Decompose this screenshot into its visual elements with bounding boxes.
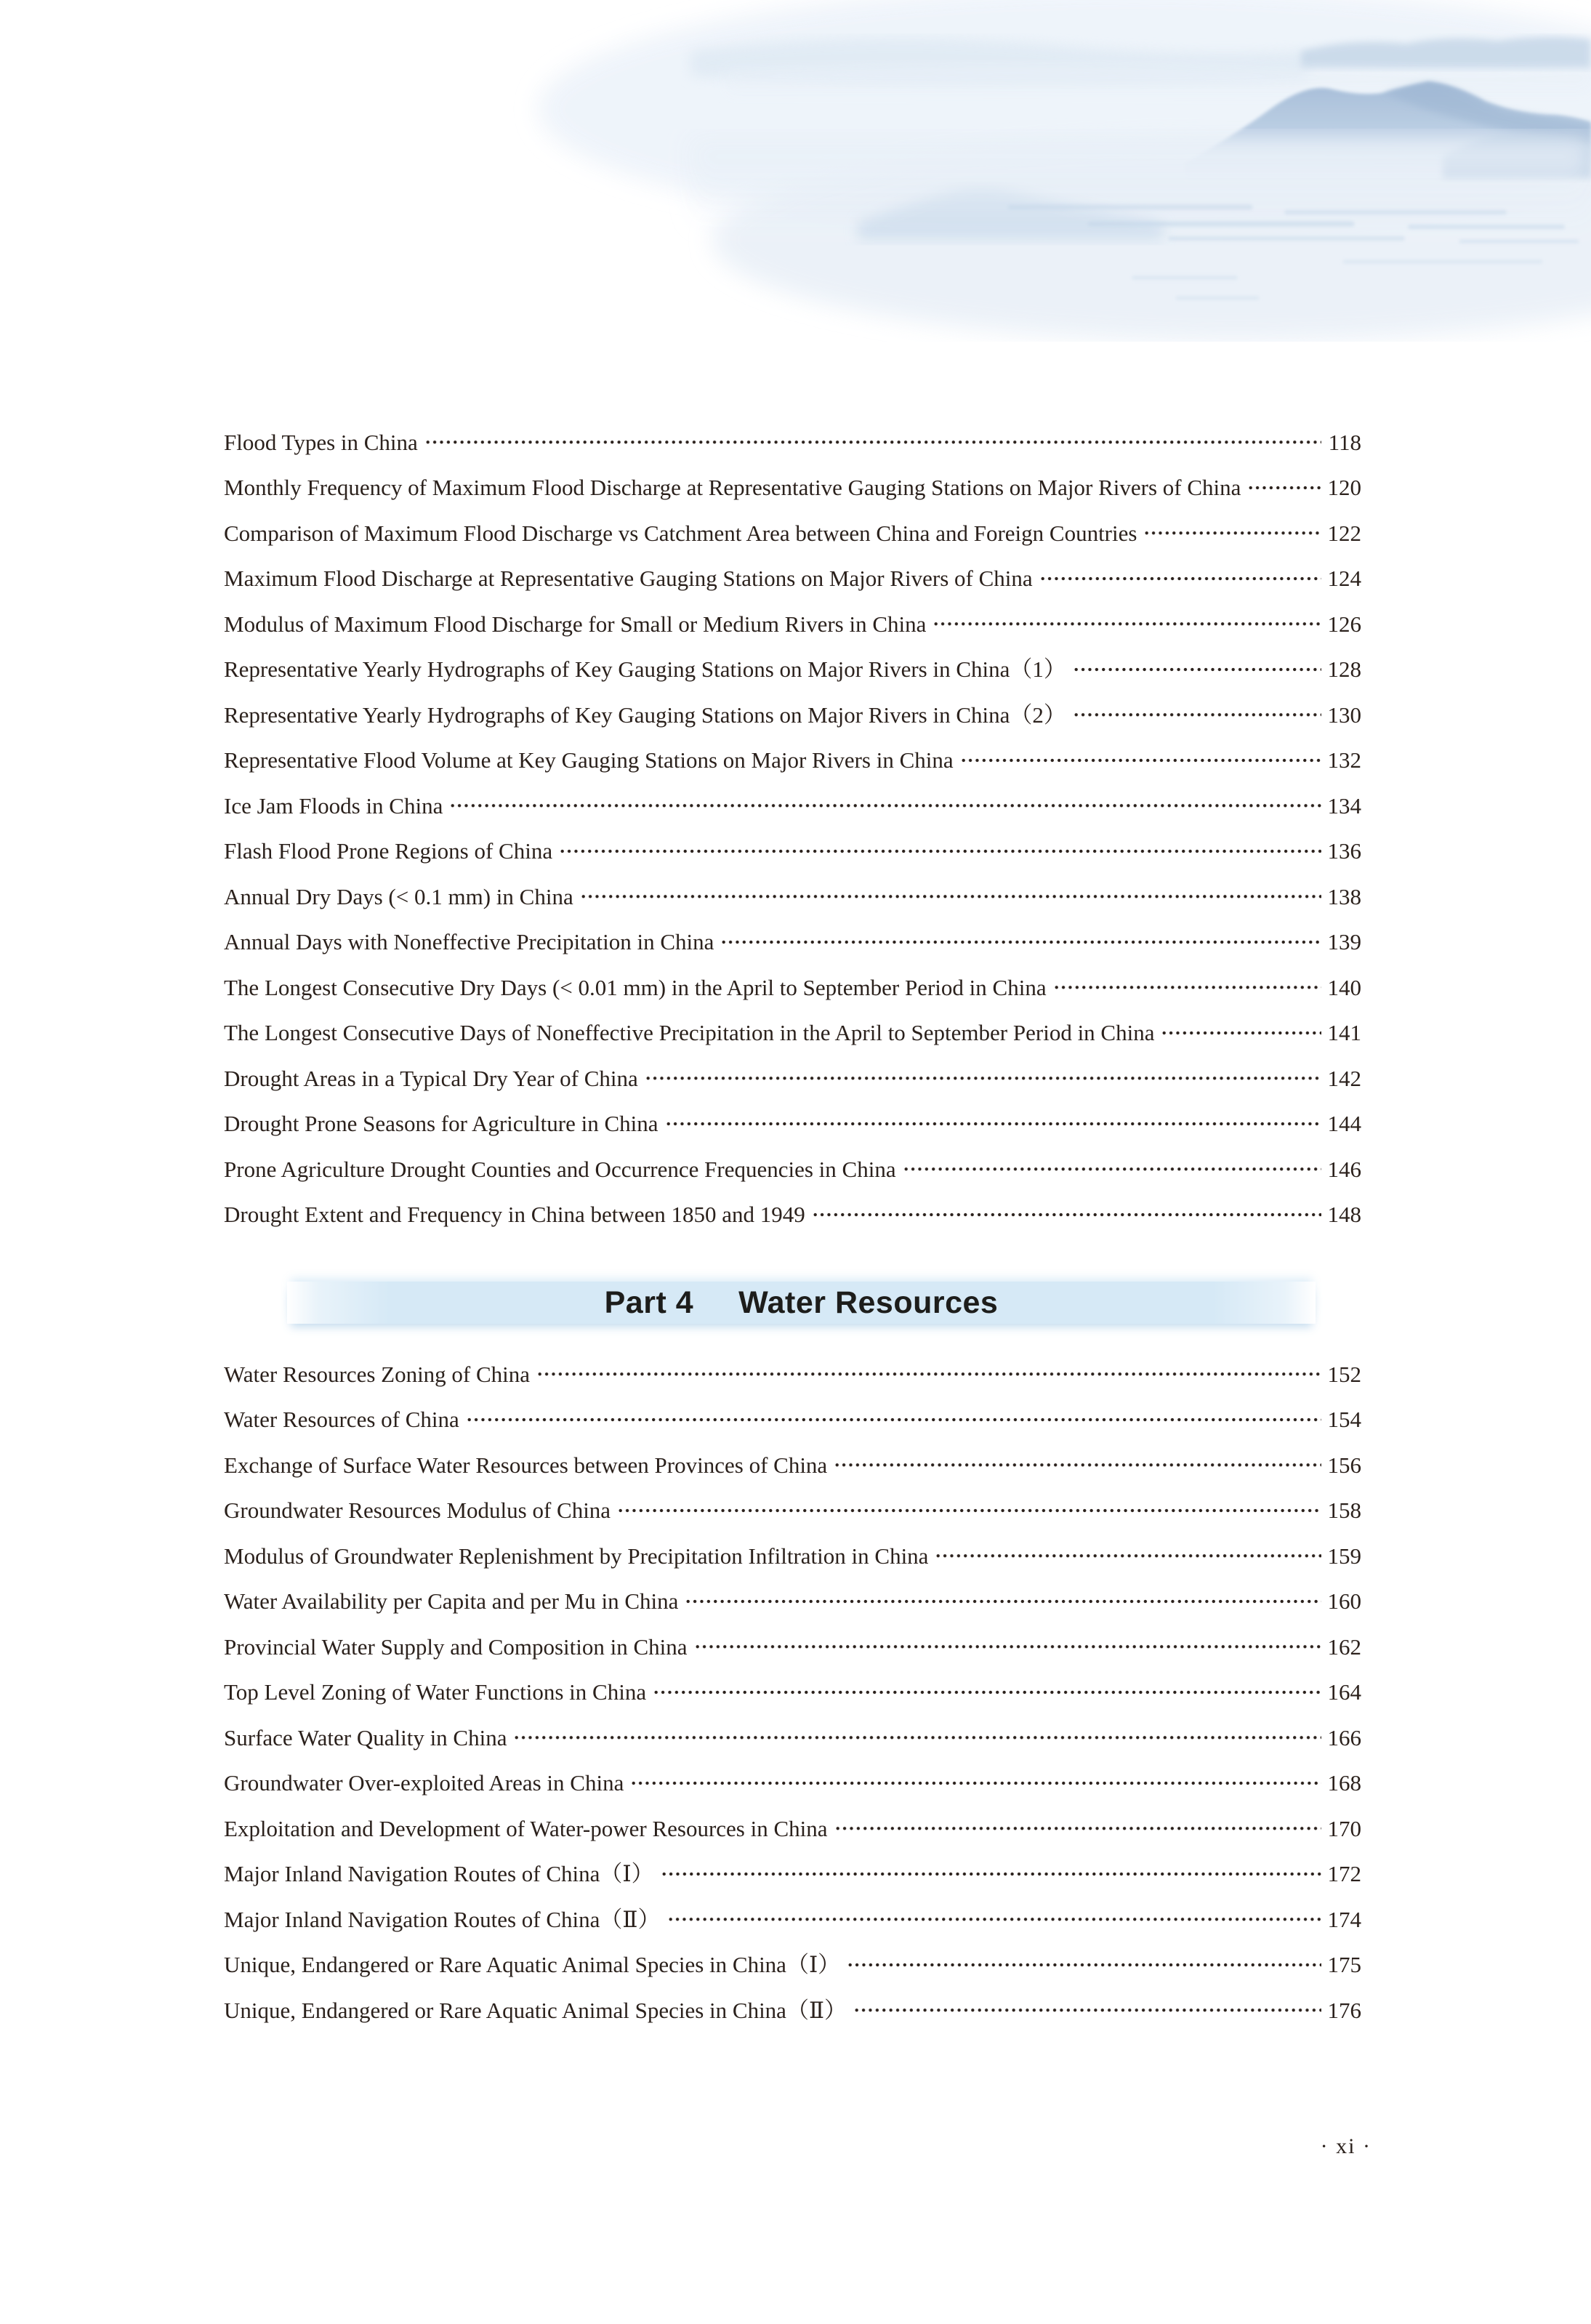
toc-entry — [224, 874, 1361, 920]
toc-entry — [224, 1715, 1361, 1761]
toc-entry-title: The Longest Consecutive Dry Days (< 0.01 mm) in the April to September Period in China — [224, 974, 1047, 1000]
toc-leader-dots — [536, 1351, 1321, 1397]
toc-entry-title: The Longest Consecutive Days of Noneffective Precipitation in the April to September Period in China — [224, 1020, 1155, 1046]
toc-entry-title: Unique, Endangered or Rare Aquatic Animal Species in China（Ⅱ） — [224, 1997, 847, 2023]
toc-entry-title: Flood Types in China — [224, 429, 418, 455]
toc-entry-title: Top Level Zoning of Water Functions in China — [224, 1679, 647, 1705]
watercolor-mountains-art — [0, 0, 1591, 342]
toc-leader-dots — [834, 1806, 1321, 1851]
toc-entry — [224, 1987, 1361, 2033]
toc-entry — [224, 1192, 1361, 1238]
toc-entry-page: 144 — [1327, 1111, 1361, 1137]
toc-content — [224, 419, 1361, 2033]
toc-leader-dots — [1053, 965, 1321, 1010]
toc-entry — [224, 647, 1361, 693]
part-label: Part 4 — [604, 1284, 694, 1320]
toc-section-flood-drought — [224, 419, 1361, 1237]
toc-entry — [224, 783, 1361, 829]
toc-entry-page: 159 — [1327, 1543, 1361, 1569]
toc-entry — [224, 1351, 1361, 1397]
toc-entry-page: 142 — [1327, 1065, 1361, 1091]
toc-leader-dots — [1161, 1010, 1321, 1056]
toc-entry-title: Flash Flood Prone Regions of China — [224, 838, 553, 864]
toc-entry-page: 158 — [1327, 1497, 1361, 1524]
toc-entry-title: Annual Dry Days (< 0.1 mm) in China — [224, 883, 573, 909]
toc-entry-page: 138 — [1327, 883, 1361, 909]
toc-entry — [224, 738, 1361, 784]
toc-leader-dots — [466, 1397, 1321, 1443]
toc-entry-page: 156 — [1327, 1452, 1361, 1478]
toc-leader-dots — [661, 1851, 1321, 1897]
toc-entry — [224, 1397, 1361, 1443]
water-ripples — [1010, 207, 1577, 298]
toc-entry — [224, 692, 1361, 738]
toc-entry — [224, 556, 1361, 602]
toc-entry — [224, 1806, 1361, 1851]
toc-leader-dots — [645, 1056, 1321, 1101]
toc-entry-page: 139 — [1327, 929, 1361, 955]
toc-entry-title: Exchange of Surface Water Resources between Provinces of China — [224, 1452, 828, 1478]
toc-entry-page: 168 — [1327, 1770, 1361, 1796]
toc-entry-page: 172 — [1327, 1861, 1361, 1887]
toc-entry — [224, 419, 1361, 465]
toc-entry-page: 146 — [1327, 1156, 1361, 1182]
toc-entry-title: Representative Yearly Hydrographs of Key Gauging Stations on Major Rivers in China（2） — [224, 701, 1066, 728]
toc-leader-dots — [933, 601, 1321, 647]
toc-entry — [224, 965, 1361, 1010]
toc-leader-dots — [1073, 647, 1321, 693]
toc-leader-dots — [424, 419, 1321, 465]
toc-entry-title: Water Availability per Capita and per Mu in China — [224, 1588, 679, 1615]
toc-leader-dots — [580, 874, 1321, 920]
cloud-band — [690, 39, 1308, 85]
toc-entry-title: Groundwater Resources Modulus of China — [224, 1497, 611, 1524]
toc-leader-dots — [559, 829, 1321, 874]
toc-entry-page: 152 — [1327, 1361, 1361, 1387]
toc-leader-dots — [513, 1715, 1321, 1761]
toc-entry-page: 120 — [1327, 475, 1361, 501]
toc-entry — [224, 1942, 1361, 1988]
toc-entry-page: 124 — [1327, 566, 1361, 592]
toc-leader-dots — [960, 738, 1321, 784]
toc-entry — [224, 465, 1361, 511]
toc-leader-dots — [1039, 556, 1321, 602]
toc-entry-page: 134 — [1327, 792, 1361, 819]
toc-leader-dots — [1073, 692, 1321, 738]
toc-entry-title: Representative Flood Volume at Key Gauging Stations on Major Rivers in China — [224, 747, 954, 773]
mist-wash — [538, 0, 1591, 233]
toc-leader-dots — [853, 1987, 1321, 2033]
base-mist — [690, 138, 1591, 233]
toc-entry-page: 148 — [1327, 1202, 1361, 1228]
toc-entry — [224, 829, 1361, 874]
toc-entry-page: 130 — [1327, 701, 1361, 728]
toc-entry — [224, 1624, 1361, 1670]
toc-entry-page: 126 — [1327, 611, 1361, 637]
part4-section-header — [287, 1282, 1316, 1324]
toc-leader-dots — [903, 1146, 1321, 1192]
toc-entry — [224, 1101, 1361, 1147]
toc-entry — [224, 1056, 1361, 1101]
toc-entry — [224, 601, 1361, 647]
toc-entry-page: 140 — [1327, 974, 1361, 1000]
toc-entry-title: Major Inland Navigation Routes of China（Ⅱ） — [224, 1906, 661, 1932]
toc-entry-title: Comparison of Maximum Flood Discharge vs Catchment Area between China and Foreign Countries — [224, 520, 1137, 546]
part-title: Water Resources — [738, 1284, 999, 1320]
distant-ridge-mist — [727, 64, 1591, 102]
toc-entry-page: 141 — [1327, 1020, 1361, 1046]
toc-entry-title: Drought Prone Seasons for Agriculture in China — [224, 1111, 658, 1137]
toc-leader-dots — [665, 1101, 1321, 1147]
toc-leader-dots — [653, 1670, 1321, 1716]
mountain-landscape-svg — [0, 0, 1591, 342]
toc-entry — [224, 920, 1361, 965]
distant-ridge — [1301, 36, 1591, 69]
toc-entry — [224, 1146, 1361, 1192]
toc-leader-dots — [1143, 510, 1321, 556]
toc-entry-page: 132 — [1327, 747, 1361, 773]
toc-leader-dots — [449, 783, 1321, 829]
toc-entry-title: Exploitation and Development of Water-power Resources in China — [224, 1815, 828, 1841]
toc-entry-title: Groundwater Over-exploited Areas in China — [224, 1770, 624, 1796]
toc-entry-title: Maximum Flood Discharge at Representative Gauging Stations on Major Rivers of China — [224, 566, 1033, 592]
toc-entry-page: 136 — [1327, 838, 1361, 864]
toc-entry — [224, 1670, 1361, 1716]
toc-entry-page: 122 — [1327, 520, 1361, 546]
toc-entry-page: 166 — [1327, 1724, 1361, 1750]
toc-entry-page: 170 — [1327, 1815, 1361, 1841]
toc-leader-dots — [834, 1442, 1321, 1488]
toc-leader-dots — [720, 920, 1321, 965]
toc-leader-dots — [847, 1942, 1321, 1988]
toc-entry — [224, 1761, 1361, 1806]
page-number: · xi · — [1320, 2134, 1372, 2158]
toc-entry-title: Representative Yearly Hydrographs of Key Gauging Stations on Major Rivers in China（1） — [224, 656, 1066, 683]
toc-entry-page: 175 — [1327, 1952, 1361, 1978]
toc-entry-title: Unique, Endangered or Rare Aquatic Animal Species in China（Ⅰ） — [224, 1952, 841, 1978]
toc-entry-title: Modulus of Maximum Flood Discharge for Small or Medium Rivers in China — [224, 611, 927, 637]
toc-entry — [224, 1579, 1361, 1625]
toc-entry-title: Ice Jam Floods in China — [224, 792, 443, 819]
toc-entry-title: Water Resources Zoning of China — [224, 1361, 531, 1387]
toc-section-water-resources — [224, 1351, 1361, 2033]
toc-entry-page: 162 — [1327, 1633, 1361, 1660]
toc-entry-page: 160 — [1327, 1588, 1361, 1615]
toc-leader-dots — [630, 1761, 1321, 1806]
toc-entry-title: Drought Areas in a Typical Dry Year of China — [224, 1065, 638, 1091]
toc-entry-page: 174 — [1327, 1906, 1361, 1932]
mountain-crest-shadow — [1385, 82, 1591, 149]
toc-entry — [224, 1488, 1361, 1534]
toc-entry-title: Water Resources of China — [224, 1407, 459, 1433]
toc-entry-title: Provincial Water Supply and Composition in China — [224, 1633, 688, 1660]
toc-entry-title: Annual Days with Noneffective Precipitation in China — [224, 929, 714, 955]
toc-entry-page: 176 — [1327, 1997, 1361, 2023]
mist-wash-low — [712, 138, 1591, 342]
toc-entry-title: Major Inland Navigation Routes of China（Ⅰ） — [224, 1861, 654, 1887]
toc-entry-title: Prone Agriculture Drought Counties and Occurrence Frequencies in China — [224, 1156, 896, 1182]
toc-entry — [224, 1897, 1361, 1942]
toc-entry — [224, 1010, 1361, 1056]
toc-entry-page: 164 — [1327, 1679, 1361, 1705]
toc-entry-title: Monthly Frequency of Maximum Flood Discharge at Representative Gauging Stations on Major Rivers of China — [224, 475, 1241, 501]
front-ridge-right — [1443, 132, 1591, 178]
toc-entry-title: Surface Water Quality in China — [224, 1724, 507, 1750]
toc-leader-dots — [685, 1579, 1321, 1625]
toc-entry — [224, 1442, 1361, 1488]
toc-leader-dots — [694, 1624, 1321, 1670]
toc-entry — [224, 1533, 1361, 1579]
toc-entry — [224, 1851, 1361, 1897]
foothill — [858, 187, 1163, 240]
toc-entry-page: 118 — [1328, 429, 1361, 455]
mountain-main — [1185, 81, 1591, 182]
toc-entry-title: Drought Extent and Frequency in China between 1850 and 1949 — [224, 1202, 805, 1228]
toc-leader-dots — [667, 1897, 1321, 1942]
toc-entry — [224, 510, 1361, 556]
toc-leader-dots — [935, 1533, 1321, 1579]
toc-leader-dots — [1247, 465, 1321, 511]
toc-entry-page: 128 — [1327, 656, 1361, 683]
toc-entry-page: 154 — [1327, 1407, 1361, 1433]
toc-leader-dots — [617, 1488, 1321, 1534]
toc-leader-dots — [812, 1192, 1321, 1238]
toc-entry-title: Modulus of Groundwater Replenishment by Precipitation Infiltration in China — [224, 1543, 929, 1569]
